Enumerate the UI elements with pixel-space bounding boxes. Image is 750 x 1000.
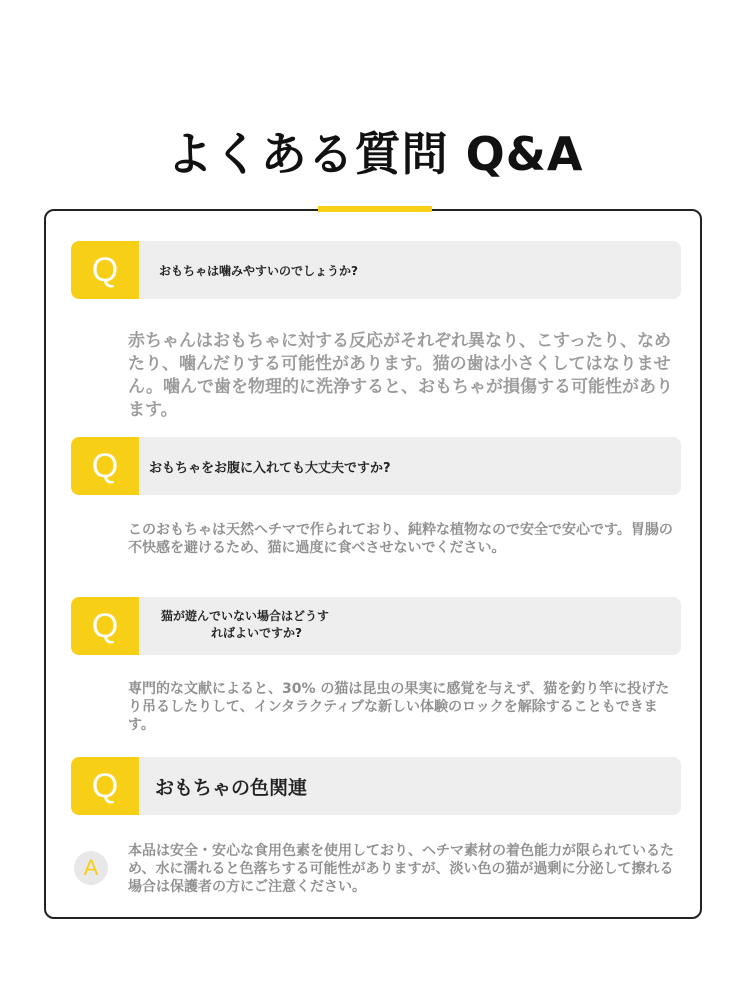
question-badge: Q — [71, 437, 139, 495]
faq-answer-1: 赤ちゃんはおもちゃに対する反応がそれぞれ異なり、こすったり、なめたり、噛んだりする可能性があります。猫の歯は小さくしてはなりません。噛んで歯を物理的に洗浄すると、おもちゃが損傷する可能性があります。 — [128, 331, 674, 420]
faq-question-4 — [71, 757, 681, 815]
question-line-1: 猫が遊んでいない場合はどうす — [161, 609, 330, 623]
question-text: おもちゃは噛みやすいのでしょうか? — [159, 263, 358, 278]
answer-badge: A — [74, 851, 108, 885]
question-badge: Q — [71, 757, 139, 815]
question-text: おもちゃをお腹に入れても大丈夫ですか? — [149, 460, 391, 476]
question-badge: Q — [71, 241, 139, 299]
faq-answer-4: 本品は安全・安心な食用色素を使用しており、ヘチマ素材の着色能力が限られているため、水に濡れると色落ちする可能性がありますが、淡い色の猫が過剰に分泌して擦れる場合は保護者の方にご注意ください。 — [128, 843, 674, 895]
question-line-2: ればよいですか? — [211, 626, 302, 640]
faq-answer-2: このおもちゃは天然ヘチマで作られており、純粋な植物なので安全で安心です。胃腸の不快感を避けるため、猫に過度に食べさせないでください。 — [128, 522, 673, 556]
faq-answer-3: 専門的な文献によると、30% の猫は昆虫の果実に感覚を与えず、猫を釣り竿に投げたり吊るしたりして、インタラクティブな新しい体験のロックを解除することもできます。 — [128, 681, 670, 733]
question-text — [161, 608, 329, 642]
accent-bar — [318, 206, 432, 212]
faq-question-2 — [71, 437, 681, 495]
question-text: おもちゃの色関連 — [155, 776, 308, 799]
faq-question-1 — [71, 241, 681, 299]
page-title: よくある質問 Q&A — [166, 127, 584, 181]
question-badge: Q — [71, 597, 139, 655]
faq-question-3 — [71, 597, 681, 655]
